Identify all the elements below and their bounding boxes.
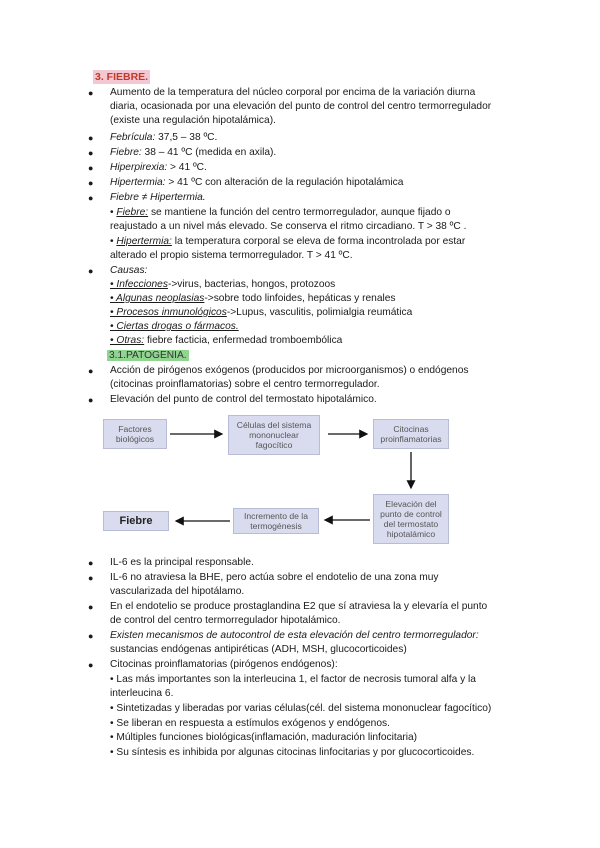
citocinas-sub: • Su síntesis es inhibida por algunas citocinas linfocitarias y por glucocorticoides. (110, 747, 475, 758)
bullet-icon: ● (88, 88, 94, 98)
diagram-box-factores: Factores biológicos (103, 419, 167, 449)
il6-bhe-line: vascularizada del hipotálamo. (110, 586, 245, 597)
citocinas-sub: • Sintetizadas y liberadas por varias células(cél. del sistema mononuclear fagocítico) (110, 703, 492, 714)
autocontrol-line: sustancias endógenas antipiréticas (ADH, MSH, glucocorticoides) (110, 644, 407, 655)
causa-item: • Otras: fiebre facticia, enfermedad tromboembólica (110, 335, 343, 346)
autocontrol-line: Existen mecanismos de autocontrol de esta elevación del centro termorregulador: (110, 630, 479, 641)
hipertermia-explanation: • Hipertermia: la temperatura corporal se eleva de forma incontrolada por estar (110, 236, 466, 247)
patogenia-line: (citocinas proinflamatorias) sobre el centro termorregulador. (110, 379, 380, 390)
diagram-box-incremento: Incremento de la termogénesis (233, 508, 319, 534)
diagram-box-citocinas: Citocinas proinflamatorias (373, 419, 449, 449)
causa-item: • Ciertas drogas o fármacos. (110, 321, 239, 332)
section-heading: 3. FIEBRE. (95, 71, 149, 83)
diagram-box-elevacion: Elevación del punto de control del termostato hipotalámico (373, 494, 449, 544)
bullet-icon: ● (88, 660, 94, 670)
citocinas-sub: • Las más importantes son la interleucina 1, el factor de necrosis tumoral alfa y la (110, 674, 476, 685)
fiebre-explanation-cont: reajustado a un nivel más elevado. Se conserva el ritmo circadiano. T > 38 ºC . (110, 221, 467, 232)
bullet-icon: ● (88, 395, 94, 405)
citocinas-sub: interleucina 6. (110, 688, 174, 699)
fiebre-neq-hipertermia: Fiebre ≠ Hipertermia. (110, 192, 206, 203)
fiebre-explanation: • Fiebre: se mantiene la función del centro termorregulador, aunque fijado o (110, 207, 451, 218)
subheading-patogenia: 3.1.PATOGENIA. (109, 350, 187, 361)
il6-line: IL-6 es la principal responsable. (110, 557, 254, 568)
citocinas-title: Citocinas proinflamatorias (pirógenos endógenos): (110, 659, 338, 670)
def-hiperpirexia: Hiperpirexia: > 41 ºC. (110, 162, 207, 173)
def-fiebre: Fiebre: 38 – 41 ºC (medida en axila). (110, 147, 277, 158)
bullet-icon: ● (88, 266, 94, 276)
causa-item: • Procesos inmunológicos->Lupus, vasculitis, polimialgia reumática (110, 307, 413, 318)
il6-bhe-line: IL-6 no atraviesa la BHE, pero actúa sobre el endotelio de una zona muy (110, 572, 439, 583)
bullet-icon: ● (88, 178, 94, 188)
diagram-box-fiebre: Fiebre (103, 511, 169, 531)
intro-line: Aumento de la temperatura del núcleo corporal por encima de la variación diurna (110, 87, 476, 98)
intro-line: (existe una regulación hipotalámica). (110, 115, 276, 126)
endotelio-line: En el endotelio se produce prostaglandina E2 que sí atraviesa la y elevaría el punto (110, 601, 488, 612)
patogenia-elevation: Elevación del punto de control del termostato hipotalámico. (110, 394, 377, 405)
hipertermia-explanation-cont: alterado el propio sistema termorregulador. T > 41 ºC. (110, 250, 353, 261)
causa-item: • Algunas neoplasias->sobre todo linfoides, hepáticas y renales (110, 293, 396, 304)
causa-item: • Infecciones->virus, bacterias, hongos, protozoos (110, 279, 336, 290)
causas-label: Causas: (110, 265, 148, 276)
bullet-icon: ● (88, 573, 94, 583)
intro-line: diaria, ocasionada por una elevación del punto de control del centro termorregulador (110, 101, 492, 112)
bullet-icon: ● (88, 133, 94, 143)
citocinas-sub: • Se liberan en respuesta a estímulos exógenos y endógenos. (110, 718, 390, 729)
endotelio-line: de control del centro termorregulador hipotalámico. (110, 615, 341, 626)
bullet-icon: ● (88, 193, 94, 203)
bullet-icon: ● (88, 558, 94, 568)
bullet-icon: ● (88, 148, 94, 158)
diagram-box-celulas: Células del sistema mononuclear fagocítico (228, 415, 320, 455)
bullet-icon: ● (88, 631, 94, 641)
bullet-icon: ● (88, 602, 94, 612)
def-hipertermia: Hipertermia: > 41 ºC con alteración de la regulación hipotalámica (110, 177, 404, 188)
bullet-icon: ● (88, 366, 94, 376)
def-febricula: Febrícula: 37,5 – 38 ºC. (110, 132, 218, 143)
patogenia-line: Acción de pirógenos exógenos (producidos por microorganismos) o endógenos (110, 365, 469, 376)
bullet-icon: ● (88, 163, 94, 173)
citocinas-sub: • Múltiples funciones biológicas(inflamación, maduración linfocitaria) (110, 732, 418, 743)
